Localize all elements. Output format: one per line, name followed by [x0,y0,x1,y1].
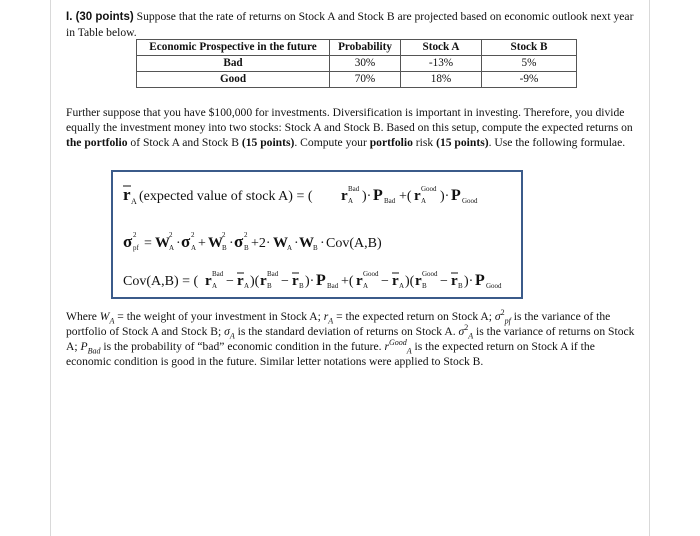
svg-text:P: P [451,187,461,204]
table-cell: 18% [401,72,482,88]
notation-symbol: r [323,310,329,323]
notation-symbol: W [99,310,110,323]
svg-text:)(: )( [405,274,415,289]
svg-text:·: · [229,236,234,251]
formula2-cov: Cov(A,B) [326,236,382,251]
setup-text: . Compute your [294,136,370,149]
svg-text:P: P [475,272,485,289]
svg-text:σ: σ [181,232,191,251]
table-cell: -13% [401,56,482,72]
table-cell: 70% [330,72,401,88]
formula-covariance [123,270,502,290]
table-header: Probability [330,40,401,56]
svg-text:2: 2 [133,231,137,239]
notation-text: is the variance of the portfolio of Stock A and Stock B; [66,310,611,338]
notation-superscript: Good [388,338,407,348]
svg-text:r: r [415,273,422,289]
svg-text:r: r [292,273,299,289]
setup-text: . Use the following formulae. [488,136,626,149]
notation-paragraph: Where $W_A$ = the weight of your investment in Stock A; $r_A$ = the expected return on Stock A; $\sigma^2_{pf}$ is the variance of the portfolio of Stock A and Stock B; $\sigma_A$ is the standard deviation of returns on Stock A. $\sigma^2_A$ is the variance of returns on Stock A; $P_{Bad}$ is the probability of “bad” economic condition in the future. $r^{Good}_A$ is the expected return on Stock A if the economic condition is good in the future. Similar letter notations were applied to Stock B. [66,308,635,368]
setup-text: of Stock A and Stock B [127,136,242,149]
svg-text:r: r [260,273,267,289]
svg-text:Bad: Bad [327,282,339,290]
formula1-text: (expected value of stock A) = ( [139,189,313,204]
svg-text:A: A [421,197,427,205]
svg-text:Bad: Bad [267,270,279,278]
setup-text: risk [412,136,437,149]
svg-text:=: = [144,236,152,251]
svg-text:Good: Good [363,270,379,278]
svg-text:A: A [169,244,175,252]
svg-text:)·: )· [464,274,474,289]
notation-text: is the probability of “bad” economic condition in the future. [100,340,385,353]
svg-text:+(: +( [399,189,412,204]
table-cell: -9% [482,72,577,88]
svg-text:r: r [414,188,421,204]
notation-text: Where [66,310,100,323]
question-intro-text: Suppose that the rate of returns on Stock A and Stock B are projected based on economic outlook next year in Table below. [66,10,634,39]
notation-text: is the standard deviation of returns on Stock A. [234,325,459,338]
svg-text:A: A [131,197,137,206]
svg-text:A: A [212,282,218,290]
formula-expected-value [123,185,478,206]
svg-text:B: B [222,244,227,252]
table-cell: 5% [482,56,577,72]
table-cell: 30% [330,56,401,72]
svg-text:Good: Good [422,270,438,278]
notation-text: = the weight of your investment in Stock A; [114,310,324,323]
svg-text:r: r [451,273,458,289]
svg-text:−: − [281,274,289,289]
svg-text:r: r [392,273,399,289]
svg-text:)·: )· [305,274,315,289]
setup-bold: the portfolio [66,136,128,149]
formula-box [111,170,523,299]
notation-subscript: pf [504,316,511,326]
table-row [137,56,577,72]
svg-text:+: + [198,236,206,251]
svg-text:Good: Good [486,282,502,290]
notation-superscript: 2 [500,308,505,318]
svg-text:−: − [226,274,234,289]
svg-text:−: − [381,274,389,289]
table-header: Stock B [482,40,577,56]
svg-text:+2·: +2· [251,236,271,251]
svg-text:2: 2 [244,231,248,239]
svg-text:r: r [356,273,363,289]
formula1-sub-bad: Bad [384,197,396,205]
svg-text:·: · [176,236,181,251]
svg-text:)(: )( [250,274,260,289]
formula1-sup-bad: Bad [348,185,360,193]
svg-text:A: A [287,244,293,252]
notation-text: = the expected return on Stock A; [333,310,495,323]
svg-text:B: B [244,244,249,252]
svg-text:·: · [294,236,299,251]
formula-portfolio-variance [123,231,382,252]
notation-subscript: Bad [87,346,101,356]
notation-symbol: P [80,340,88,353]
svg-text:W: W [299,235,314,251]
table-header: Economic Prospective in the future [137,40,330,56]
svg-text:B: B [422,282,427,290]
notation-symbol: σ [494,310,501,323]
svg-text:−: − [440,274,448,289]
svg-text:Bad: Bad [212,270,224,278]
svg-text:r: r [341,188,348,204]
svg-text:σ: σ [234,232,244,251]
svg-text:B: B [299,282,304,290]
svg-text:A: A [191,244,197,252]
svg-text:B: B [313,244,318,252]
setup-paragraph [66,105,636,150]
table-header: Stock A [401,40,482,56]
document [66,9,641,368]
svg-text:A: A [363,282,369,290]
svg-text:2: 2 [191,231,195,239]
svg-text:W: W [273,235,288,251]
svg-text:B: B [267,282,272,290]
svg-text:+(: +( [341,274,354,289]
table-header-row [137,40,577,56]
setup-bold: (15 points) [436,136,489,149]
setup-bold: (15 points) [241,136,295,149]
svg-text:A: A [244,282,250,290]
svg-text:r: r [205,273,212,289]
question-intro [66,9,641,40]
svg-text:2: 2 [169,231,173,239]
svg-text:)·: )· [362,189,372,204]
svg-text:A: A [348,197,354,205]
question-number: I. (30 points) [66,11,134,23]
svg-text:B: B [458,282,463,290]
svg-text:·: · [320,236,325,251]
svg-text:r: r [123,185,131,204]
formula1-sup-good: Good [421,185,437,193]
svg-text:σ: σ [123,232,133,251]
svg-text:2: 2 [222,231,226,239]
formulas [113,172,521,297]
formula2-sub-pf: pf [133,244,139,252]
formula3-text: Cov(A,B) = ( [123,274,199,289]
svg-text:r: r [237,273,244,289]
notation-text: is the expected return on Stock A if the economic condition is good in the future. Similar letter notations were applied to Stock B. [66,340,595,368]
notation-subscript: A [109,316,115,326]
table-cell: Bad [137,56,330,72]
svg-text:)·: )· [440,189,450,204]
svg-text:P: P [373,187,383,204]
table-row [137,72,577,88]
svg-text:P: P [316,272,326,289]
setup-bold: portfolio [369,136,413,149]
setup-text: Further suppose that you have $100,000 for investments. Diversification is important in investing. Therefore, you divide equally the investment money into two stocks: Stock A and Stock B. Based on this setup, compute the expected returns on [66,106,633,134]
svg-text:A: A [399,282,405,290]
table-cell: Good [137,72,330,88]
formula1-sub-good: Good [462,197,478,205]
svg-text:W: W [155,235,170,251]
economic-outlook-table [136,39,577,88]
notation-text: is the variance of returns on Stock A; [66,325,635,353]
svg-text:W: W [208,235,223,251]
